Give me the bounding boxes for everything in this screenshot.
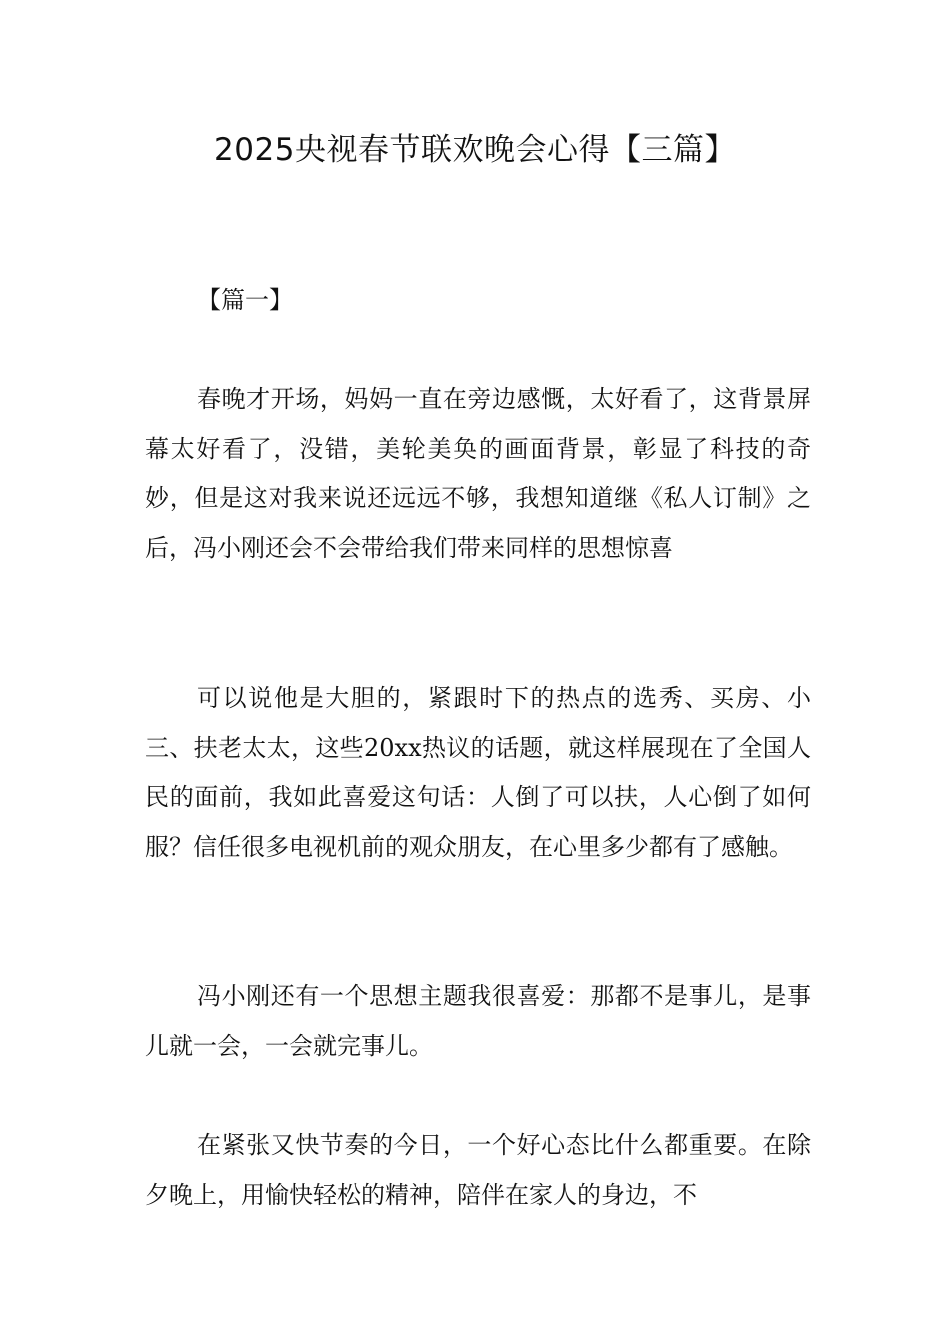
section-heading: 【篇一】 [197,286,293,314]
paragraph-3: 冯小刚还有一个思想主题我很喜爱：那都不是事儿，是事儿就一会，一会就完事儿。 [145,982,811,1060]
paragraph-2: 可以说他是大胆的，紧跟时下的热点的选秀、买房、小三、扶老太太，这些20xx热议的话题，就这样展现在了全国人民的面前，我如此喜爱这句话：人倒了可以扶，人心倒了如何服？信任很多电视机前的观众朋友，在心里多少都有了感触。 [145,684,811,861]
page-title: 2025央视春节联欢晚会心得【三篇】 [214,132,736,168]
paragraph-1: 春晚才开场，妈妈一直在旁边感慨，太好看了，这背景屏幕太好看了，没错，美轮美奂的画面背景，彰显了科技的奇妙，但是这对我来说还远远不够，我想知道继《私人订制》之后，冯小刚还会不会带给我们带来同样的思想惊喜 [145,385,811,562]
paragraph-4: 在紧张又快节奏的今日，一个好心态比什么都重要。在除夕晚上，用愉快轻松的精神，陪伴在家人的身边，不 [145,1131,811,1209]
